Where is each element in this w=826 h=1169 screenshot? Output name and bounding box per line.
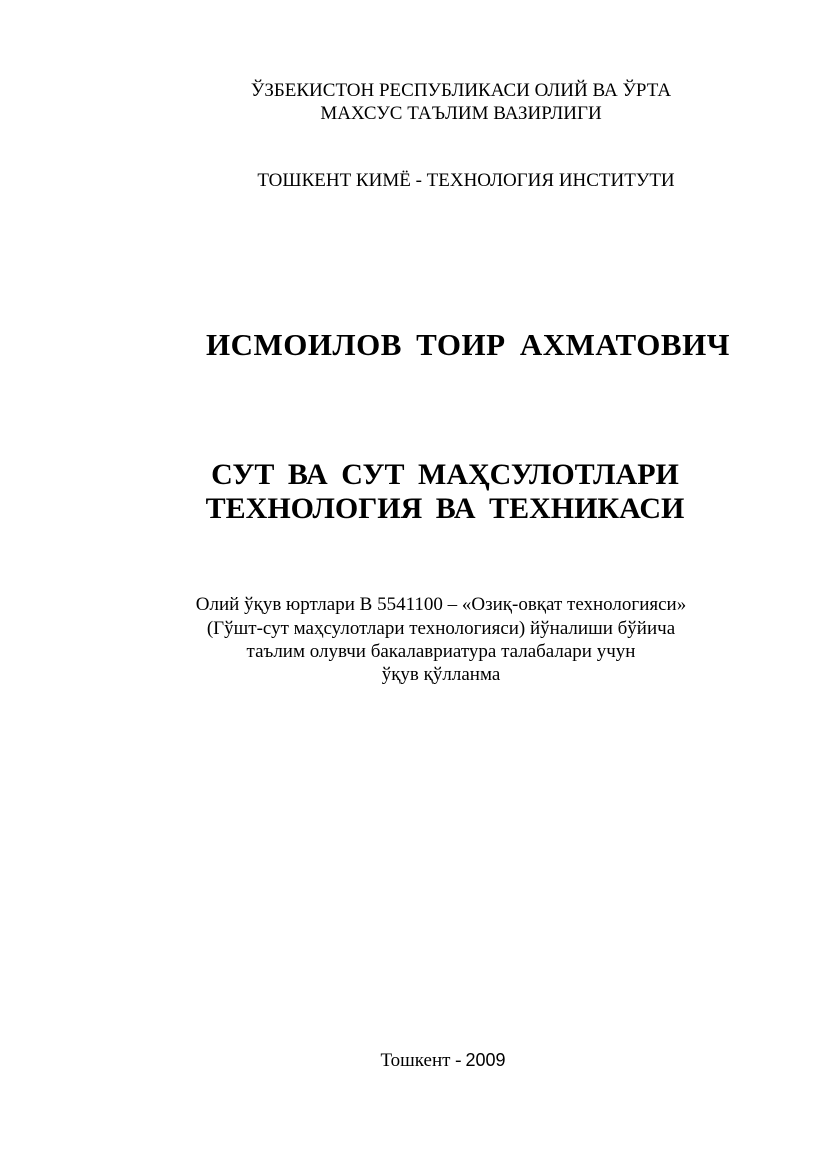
description-line-1: Олий ўқув юртлари В 5541100 – «Озиқ-овқат технологияси» [195,594,687,615]
ministry-line-1: ЎЗБЕКИСТОН РЕСПУБЛИКАСИ ОЛИЙ ВА ЎРТА [250,80,672,101]
publication-year: 2009 [465,1050,506,1070]
book-title-line-2: ТЕХНОЛОГИЯ ВА ТЕХНИКАСИ [205,492,685,525]
book-title-line-1: СУТ ВА СУТ МАҲСУЛОТЛАРИ [211,458,679,491]
description-line-4: ўқув қўлланма [381,664,501,685]
publication-city: Тошкент - [380,1050,462,1071]
description-line-3: таълим олувчи бакалавриатура талабалари учун [246,641,636,662]
ministry-line-2: МАХСУС ТАЪЛИМ ВАЗИРЛИГИ [320,103,602,124]
institute-name: ТОШКЕНТ КИМЁ - ТЕХНОЛОГИЯ ИНСТИТУТИ [257,170,675,191]
author-name: ИСМОИЛОВ ТОИР АХМАТОВИЧ [206,327,730,362]
publication-info [30,1050,826,1072]
description-line-2: (Гўшт-сут маҳсулотлари технологияси) йўналиши бўйича [206,618,676,639]
